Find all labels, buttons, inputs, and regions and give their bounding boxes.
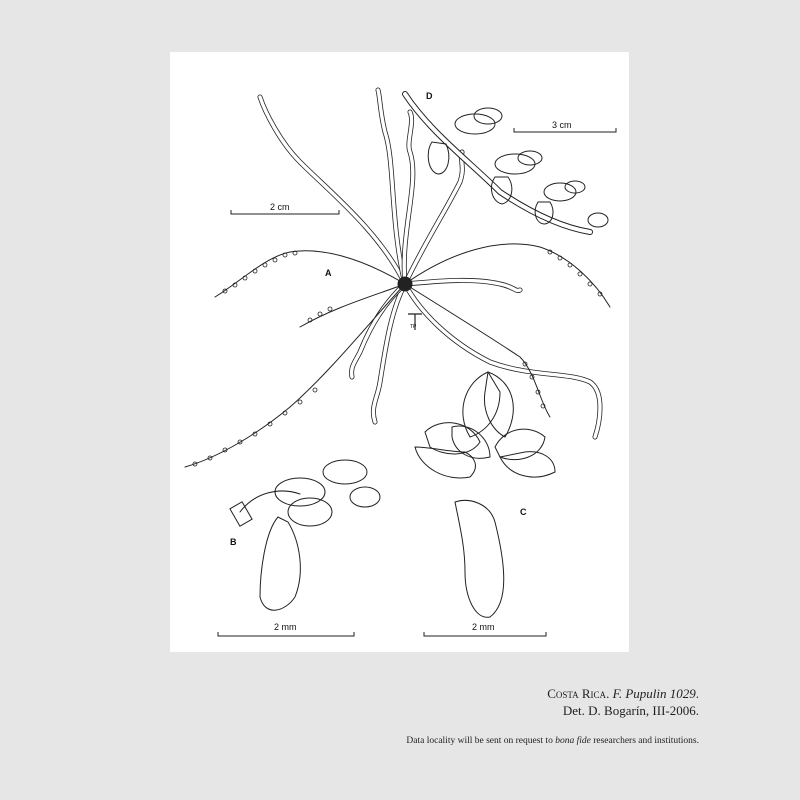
scale-bar-c-label: 2 mm — [472, 622, 495, 632]
scale-bar-d-label: 3 cm — [552, 120, 572, 130]
botanical-drawing — [170, 52, 629, 652]
label-b: B — [230, 537, 237, 547]
determination-line: Det. D. Bogarín, III-2006. — [562, 703, 699, 718]
note-before: Data locality will be sent on request to — [406, 736, 553, 746]
label-c: C — [520, 507, 527, 517]
collection-line: Costa Rica. F. Pupulin 1029. — [547, 686, 699, 701]
note-after: researchers and institutions. — [593, 736, 699, 746]
detail-c-perianth — [415, 372, 555, 617]
plant-base — [398, 277, 412, 291]
label-a: A — [325, 268, 332, 278]
label-d: D — [426, 91, 433, 101]
illustration-plate — [170, 52, 629, 652]
detail-b-flower — [230, 460, 380, 610]
country: Costa Rica — [547, 686, 607, 701]
inflorescences — [185, 244, 610, 467]
plant-roots — [260, 90, 600, 437]
data-request-note — [406, 736, 699, 746]
scale-bar-b-label: 2 mm — [274, 622, 297, 632]
detail-d-flowers — [405, 94, 608, 232]
specimen-caption — [547, 685, 699, 719]
scale-bar-a-label: 2 cm — [270, 202, 290, 212]
monogram-text: TP — [410, 324, 417, 330]
note-emphasis: bona fide — [555, 736, 591, 746]
artist-monogram — [408, 314, 422, 330]
collector: F. Pupulin 1029 — [612, 686, 696, 701]
